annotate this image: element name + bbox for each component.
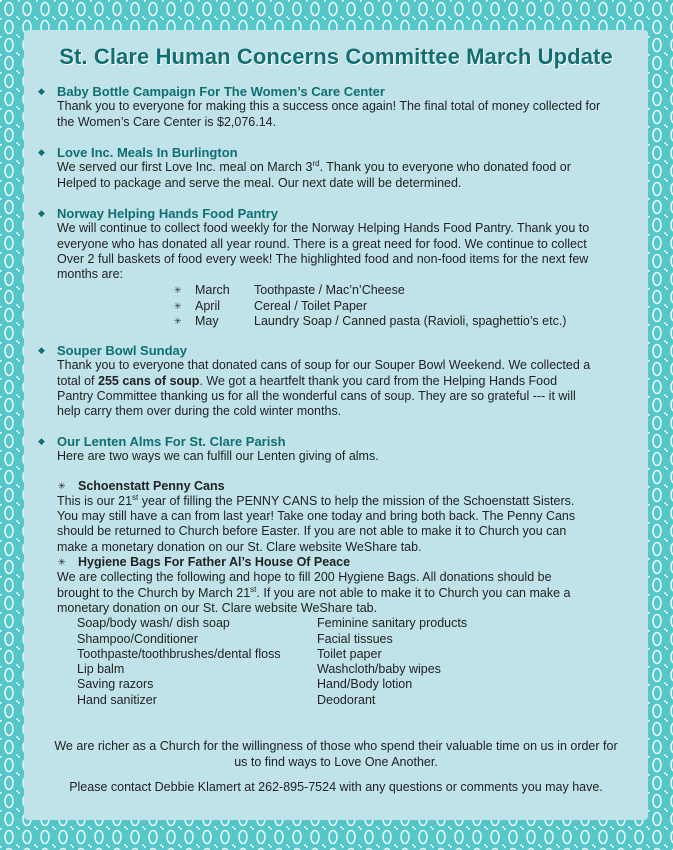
subsection-heading: Hygiene Bags For Father Al’s House Of Peace xyxy=(78,555,351,570)
paragraph-line: brought to the Church by March 21st. If you are not able to make it to Church you can make a xyxy=(57,584,571,600)
paragraph-line: Helped to package and serve the meal. Our next date will be determined. xyxy=(57,175,462,190)
paragraph-line: You may still have a can from last year! Take one today and bring both back. The Penny Cans xyxy=(57,509,576,524)
closing-message: We are richer as a Church for the willingness of those who spend their valuable time on us in order for us to find ways to Love One Another. xyxy=(54,739,618,769)
content-panel xyxy=(24,30,648,820)
list-item: Toothpaste/toothbrushes/dental floss xyxy=(77,646,281,661)
section-heading: Souper Bowl Sunday xyxy=(57,343,188,358)
list-item: ✳ May Laundry Soap / Canned pasta (Ravioli, spaghettio’s etc.) xyxy=(174,314,567,329)
bullet-diamond-icon: ◆ xyxy=(38,208,45,218)
bullet-diamond-icon: ◆ xyxy=(38,436,45,446)
subsection-hygiene-bags xyxy=(38,555,638,708)
asterisk-bullet-icon: ✳ xyxy=(174,316,182,327)
paragraph-line: Pantry Committee thanking us for all the wonderful cans of soup. They are so grateful --- it will xyxy=(57,388,576,403)
list-item: Saving razors xyxy=(77,677,154,692)
paragraph-line: the Women’s Care Center is $2,076.14. xyxy=(57,114,277,129)
hygiene-items-list xyxy=(77,616,638,708)
paragraph-line: total of 255 cans of soup. We got a heartfelt thank you card from the Helping Hands Food xyxy=(57,373,558,388)
paragraph-line: Here are two ways we can fulfill our Lenten giving of alms. xyxy=(57,449,379,464)
section-heading: Norway Helping Hands Food Pantry xyxy=(57,206,279,221)
bullet-diamond-icon: ◆ xyxy=(38,147,45,157)
list-item: Soap/body wash/ dish soap xyxy=(77,616,230,631)
subsection-penny-cans xyxy=(38,479,638,555)
section-heading: Love Inc. Meals In Burlington xyxy=(57,145,238,160)
paragraph-line: We will continue to collect food weekly for the Norway Helping Hands Food Pantry. Thank you to xyxy=(57,221,590,236)
section-norway-pantry xyxy=(38,206,638,329)
section-souper-bowl xyxy=(38,343,638,419)
paragraph-line: months are: xyxy=(57,267,124,282)
asterisk-bullet-icon: ✳ xyxy=(174,285,182,296)
subsection-heading: Schoenstatt Penny Cans xyxy=(78,478,225,493)
paragraph-line: help carry them over during the cold winter months. xyxy=(57,404,342,419)
paragraph-line: This is our 21st year of filling the PENNY CANS to help the mission of the Schoenstatt Sisters. xyxy=(57,492,575,508)
paragraph-line: monetary donation on our St. Clare website WeShare tab. xyxy=(57,600,378,615)
list-item: ✳ March Toothpaste / Mac’n’Cheese xyxy=(174,283,405,298)
section-heading: Our Lenten Alms For St. Clare Parish xyxy=(57,434,286,449)
section-love-inc xyxy=(38,145,638,191)
asterisk-bullet-icon: ✳ xyxy=(174,300,182,311)
list-item: Toilet paper xyxy=(317,646,382,661)
section-lenten-alms xyxy=(38,434,638,708)
paragraph-line: Thank you to everyone that donated cans of soup for our Souper Bowl Weekend. We collected a xyxy=(57,358,591,373)
paragraph-line: Thank you to everyone for making this a success once again! The final total of money collected for xyxy=(57,99,601,114)
list-item: Washcloth/baby wipes xyxy=(317,662,441,677)
paragraph-line: should be returned to Church before Easter. If you are not able to make it to Church you can xyxy=(57,524,567,539)
asterisk-bullet-icon: ✳ xyxy=(58,480,66,491)
list-item: Hand sanitizer xyxy=(77,692,157,707)
list-item: Feminine sanitary products xyxy=(317,616,468,631)
paragraph-line: We are collecting the following and hope to fill 200 Hygiene Bags. All donations should be xyxy=(57,570,552,585)
paragraph-line: We served our first Love Inc. meal on March 3rd. Thank you to everyone who donated food or xyxy=(57,159,571,175)
asterisk-bullet-icon: ✳ xyxy=(58,557,66,568)
list-item: Deodorant xyxy=(317,692,376,707)
section-heading: Baby Bottle Campaign For The Women’s Care Center xyxy=(57,84,385,99)
contact-line: Please contact Debbie Klamert at 262-895-7524 with any questions or comments you may have. xyxy=(69,780,603,794)
monthly-items-list xyxy=(174,283,638,329)
paragraph-line: Over 2 full baskets of food every week! The highlighted food and non-food items for the next few xyxy=(57,251,589,266)
paragraph-line: make a monetary donation on our St. Clare website WeShare tab. xyxy=(57,539,422,554)
page-title: St. Clare Human Concerns Committee March Update xyxy=(59,44,613,69)
bullet-diamond-icon: ◆ xyxy=(38,345,45,355)
list-item: Shampoo/Conditioner xyxy=(77,631,198,646)
section-baby-bottle xyxy=(38,84,638,130)
list-item: Hand/Body lotion xyxy=(317,677,413,692)
paragraph-line: everyone who has donated all year round. There is a great need for food. We continue to collect xyxy=(57,236,587,251)
bullet-diamond-icon: ◆ xyxy=(38,86,45,96)
list-item: Lip balm xyxy=(77,662,125,677)
list-item: Facial tissues xyxy=(317,631,393,646)
list-item: ✳ April Cereal / Toilet Paper xyxy=(174,298,368,313)
